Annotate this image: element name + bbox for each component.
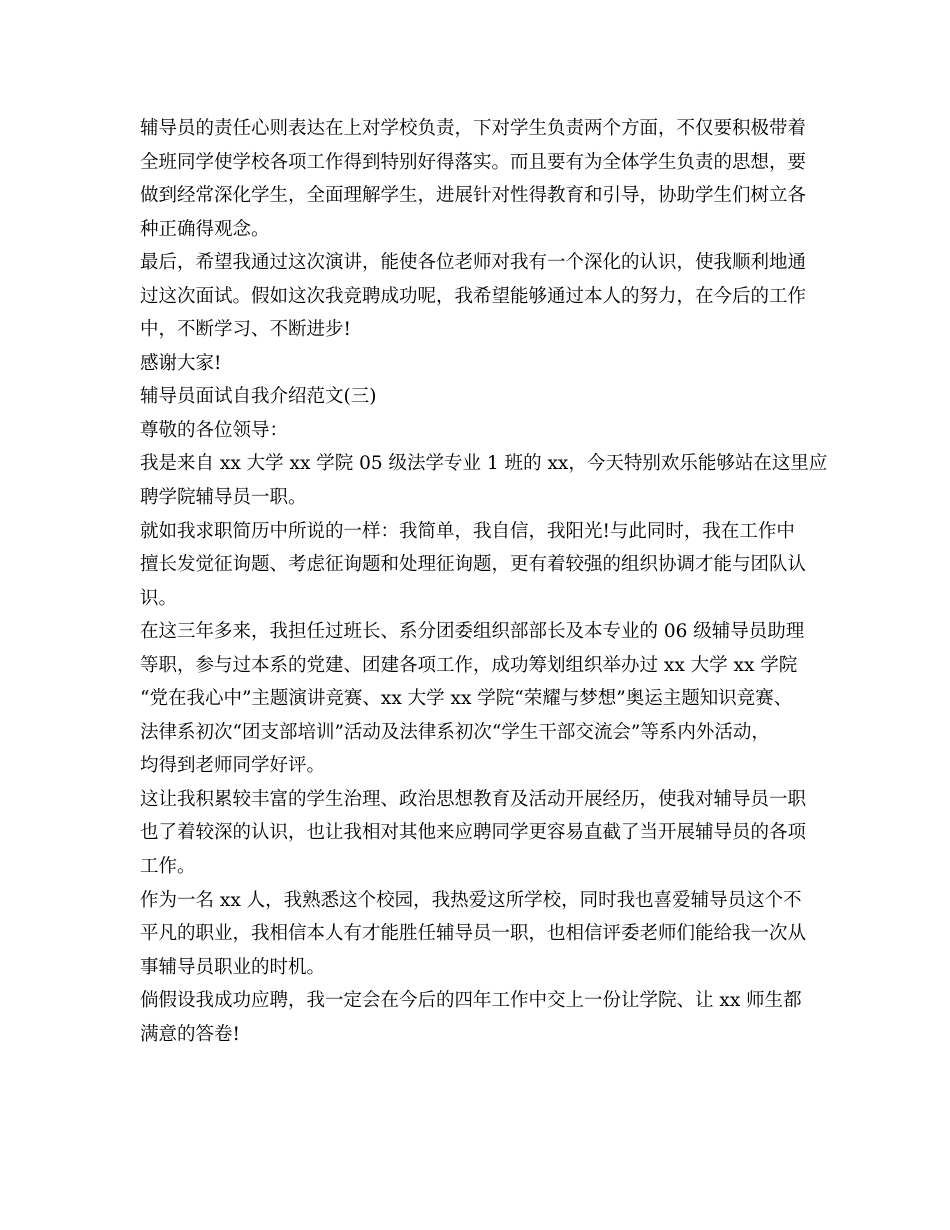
text-line: 倘假设我成功应聘，我一定会在今后的四年工作中交上一份让学院、让 xx 师生都 xyxy=(140,990,802,1012)
text-line: 尊敬的各位领导： xyxy=(140,419,289,441)
text-line: 工作。 xyxy=(140,856,196,878)
text-line: 也了着较深的认识，也让我相对其他来应聘同学更容易直截了当开展辅导员的各项 xyxy=(140,822,807,844)
text-line: 中，不断学习、不断进步! xyxy=(140,319,351,341)
text-line: “党在我心中”主题演讲竞赛、xx 大学 xx 学院“荣耀与梦想”奥运主题知识竞赛、 xyxy=(140,688,793,710)
text-line: 法律系初次“团支部培训”活动及法律系初次“学生干部交流会”等系内外活动， xyxy=(140,721,770,743)
text-line: 感谢大家! xyxy=(140,352,222,374)
text-line: 等职，参与过本系的党建、团建各项工作，成功筹划组织举办过 xx 大学 xx 学院 xyxy=(140,654,798,676)
text-line: 辅导员的责任心则表达在上对学校负责，下对学生负责两个方面，不仅要积极带着 xyxy=(140,118,807,139)
text-line: 我是来自 xx 大学 xx 学院 05 级法学专业 1 班的 xx，今天特别欢乐能够站在这里应 xyxy=(140,453,828,475)
text-line: 作为一名 xx 人，我熟悉这个校园，我热爱这所学校，同时我也喜爱辅导员这个不 xyxy=(140,889,802,911)
text-line: 在这三年多来，我担任过班长、系分团委组织部部长及本专业的 06 级辅导员助理 xyxy=(140,621,805,643)
text-line: 最后，希望我通过这次演讲，能使各位老师对我有一个深化的认识，使我顺利地通 xyxy=(140,252,807,274)
text-line: 这让我积累较丰富的学生治理、政治思想教育及活动开展经历，使我对辅导员一职 xyxy=(140,788,807,810)
text-line: 就如我求职简历中所说的一样：我简单，我自信，我阳光!与此同时，我在工作中 xyxy=(140,520,795,542)
text-line: 事辅导员职业的时机。 xyxy=(140,956,326,978)
text-line: 做到经常深化学生，全面理解学生，进展针对性得教育和引导，协助学生们树立各 xyxy=(140,185,807,207)
text-line: 擅长发觉征询题、考虑征询题和处理征询题，更有着较强的组织协调才能与团队认 xyxy=(140,554,807,576)
text-line: 满意的答卷! xyxy=(140,1023,240,1045)
text-line: 均得到老师同学好评。 xyxy=(140,755,326,777)
text-line: 识。 xyxy=(140,587,178,609)
text-line: 全班同学使学校各项工作得到特别好得落实。而且要有为全体学生负责的思想，要 xyxy=(140,151,807,173)
text-line: 辅导员面试自我介绍范文(三) xyxy=(140,386,377,408)
text-line: 平凡的职业，我相信本人有才能胜任辅导员一职，也相信评委老师们能给我一次从 xyxy=(140,923,807,945)
text-line: 聘学院辅导员一职。 xyxy=(140,487,307,509)
text-line: 过这次面试。假如这次我竞聘成功呢，我希望能够通过本人的努力，在今后的工作 xyxy=(140,285,807,307)
document-body xyxy=(140,112,830,1051)
text-line: 种正确得观念。 xyxy=(140,218,270,240)
